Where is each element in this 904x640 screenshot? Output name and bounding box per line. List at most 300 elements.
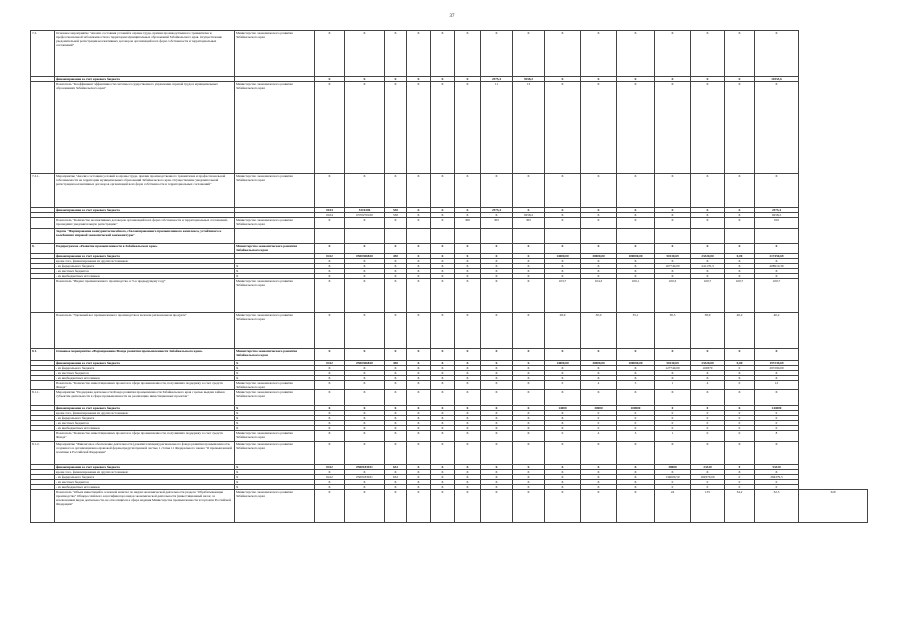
value-cell: X — [431, 490, 455, 523]
value-cell: X — [481, 406, 513, 411]
executor-cell: X — [235, 361, 315, 366]
description-cell: - из федерального бюджета — [55, 264, 235, 269]
value-cell: X — [691, 31, 725, 77]
value-cell — [691, 229, 725, 244]
value-cell: X — [581, 218, 617, 229]
value-cell: X — [345, 406, 385, 411]
value-cell: X — [385, 371, 407, 376]
table-row — [31, 174, 868, 208]
value-cell: X — [431, 431, 455, 442]
value-cell: 0 — [691, 485, 725, 490]
value-cell: X — [617, 269, 655, 274]
value-cell: 134009,50 — [655, 475, 691, 480]
value-cell: 1 — [655, 381, 691, 390]
value-cell: X — [725, 82, 755, 174]
value-cell: X — [755, 31, 799, 77]
description-cell: финансирование за счет краевого бюджета — [55, 361, 235, 366]
value-cell: X — [315, 381, 345, 390]
value-cell: 30000,00 — [581, 254, 617, 259]
value-cell: X — [407, 174, 431, 208]
value-cell: X — [513, 31, 545, 77]
value-cell: X — [513, 390, 545, 406]
value-cell: X — [755, 244, 799, 254]
value-cell: X — [345, 264, 385, 269]
value-cell: X — [455, 376, 481, 381]
value-cell: X — [481, 421, 513, 426]
value-cell: 14000,00 — [545, 361, 581, 366]
value-cell: X — [617, 366, 655, 371]
value-cell — [755, 229, 799, 244]
value-cell: X — [481, 213, 513, 218]
value-cell: X — [385, 421, 407, 426]
value-cell: X — [385, 366, 407, 371]
value-cell: 450 — [385, 254, 407, 259]
value-cell: 0500183931 — [345, 475, 385, 480]
value-cell: X — [481, 279, 513, 313]
value-cell: X — [617, 264, 655, 269]
value-cell: 14000,00 — [545, 254, 581, 259]
value-cell: X — [431, 376, 455, 381]
description-cell: финансирование за счет краевого бюджета — [55, 254, 235, 259]
value-cell: X — [545, 470, 581, 475]
value-cell: 9258,2 — [513, 213, 545, 218]
value-cell: 0 — [691, 416, 725, 421]
description-cell: финансирование за счет краевого бюджета — [55, 465, 235, 470]
value-cell: X — [545, 218, 581, 229]
value-cell: 53320 — [755, 465, 799, 470]
value-cell: 104,3 — [581, 279, 617, 313]
value-cell: X — [455, 431, 481, 442]
value-cell: X — [345, 376, 385, 381]
value-cell: 0 — [691, 480, 725, 485]
description-cell: Основное мероприятие "Анализ состояния условий и охраны труда, причин производственного травматизма и профессиональной заболеваемости на территории муниципальных образований Забайкальского края. Осуществление уведомительной регистрации коллективных договоров организаций всех форм собственности и территориальных соглашений" — [55, 31, 235, 77]
value-cell: 11833,6 — [755, 77, 799, 82]
value-cell: X — [513, 349, 545, 361]
value-cell: X — [617, 475, 655, 480]
value-cell: X — [481, 442, 513, 465]
executor-cell: Министерство экономического развития Забайкальского края — [235, 431, 315, 442]
value-cell: X — [385, 470, 407, 475]
value-cell: X — [345, 244, 385, 254]
value-cell: 100,7 — [725, 279, 755, 313]
value-cell: X — [315, 174, 345, 208]
row-number-cell — [31, 313, 55, 349]
description-cell: кроме того, финансирование из других источников: — [55, 470, 235, 475]
value-cell: X — [431, 406, 455, 411]
value-cell: X — [315, 421, 345, 426]
table-row — [31, 390, 868, 406]
value-cell: 0104 — [315, 213, 345, 218]
value-cell: X — [431, 349, 455, 361]
executor-cell: X — [235, 371, 315, 376]
value-cell: 169370,00 — [691, 475, 725, 480]
value-cell: 9258,2 — [755, 213, 799, 218]
value-cell: X — [581, 213, 617, 218]
value-cell: X — [513, 475, 545, 480]
value-cell: 100000,00 — [617, 254, 655, 259]
value-cell: X — [315, 31, 345, 77]
value-cell: X — [385, 480, 407, 485]
value-cell: X — [431, 416, 455, 421]
value-cell: X — [691, 442, 725, 465]
value-cell: X — [455, 406, 481, 411]
value-cell: X — [431, 254, 455, 259]
value-cell: 36,5 — [655, 313, 691, 349]
description-cell: кроме того, финансирование из других источников: — [55, 259, 235, 264]
executor-cell: X — [235, 416, 315, 421]
value-cell: 0370270100 — [345, 213, 385, 218]
row-number-cell — [31, 229, 55, 244]
value-cell: 23320,00 — [691, 361, 725, 366]
value-cell: X — [513, 259, 545, 264]
value-cell: X — [691, 274, 725, 279]
value-cell: 329 — [799, 490, 868, 523]
value-cell: X — [481, 381, 513, 390]
value-cell: X — [581, 208, 617, 213]
value-cell: X — [385, 82, 407, 174]
value-cell: X — [581, 366, 617, 371]
value-cell: X — [513, 174, 545, 208]
value-cell: 0 — [617, 426, 655, 431]
value-cell: X — [617, 259, 655, 264]
table-row — [31, 313, 868, 349]
value-cell: X — [691, 213, 725, 218]
value-cell: 0 — [691, 421, 725, 426]
value-cell: X — [481, 490, 513, 523]
value-cell: X — [455, 465, 481, 470]
row-number-cell — [31, 279, 55, 313]
value-cell: 103,7 — [545, 279, 581, 313]
value-cell: X — [617, 31, 655, 77]
executor-cell — [235, 229, 315, 244]
value-cell: X — [455, 174, 481, 208]
value-cell: X — [755, 376, 799, 381]
value-cell: X — [691, 470, 725, 475]
value-cell: X — [545, 244, 581, 254]
value-cell: X — [431, 475, 455, 480]
row-number-cell: 8.1.2. — [31, 442, 55, 465]
value-cell: X — [617, 174, 655, 208]
description-cell: Подпрограмма «Развитие промышленности в Забайкальском крае» — [55, 244, 235, 254]
value-cell: X — [755, 442, 799, 465]
value-cell: X — [455, 480, 481, 485]
value-cell: X — [545, 411, 581, 416]
value-cell: 0500306820 — [345, 361, 385, 366]
value-cell: X — [431, 426, 455, 431]
value-cell: X — [617, 442, 655, 465]
description-cell: - из федерального бюджета — [55, 366, 235, 371]
value-cell: X — [455, 313, 481, 349]
value-cell: X — [481, 254, 513, 259]
value-cell: X — [431, 361, 455, 366]
description-cell: - из федерального бюджета — [55, 475, 235, 480]
value-cell: 0 — [725, 426, 755, 431]
value-cell: X — [655, 244, 691, 254]
value-cell: X — [431, 390, 455, 406]
value-cell: X — [481, 431, 513, 442]
value-cell: X — [581, 269, 617, 274]
value-cell: X — [545, 264, 581, 269]
value-cell: 100000,00 — [617, 361, 655, 366]
value-cell: X — [315, 264, 345, 269]
value-cell — [345, 229, 385, 244]
value-cell: X — [617, 213, 655, 218]
value-cell: 50130,69 — [655, 254, 691, 259]
value-cell: X — [385, 313, 407, 349]
value-cell: X — [345, 381, 385, 390]
value-cell: 23320,00 — [691, 254, 725, 259]
value-cell: X — [481, 371, 513, 376]
value-cell: X — [345, 77, 385, 82]
value-cell: X — [581, 259, 617, 264]
value-cell: X — [481, 264, 513, 269]
value-cell — [481, 229, 513, 244]
value-cell: X — [655, 376, 691, 381]
value-cell: X — [617, 376, 655, 381]
value-cell: 0 — [755, 421, 799, 426]
value-cell: 4 — [581, 381, 617, 390]
value-cell: X — [725, 349, 755, 361]
value-cell: X — [481, 269, 513, 274]
value-cell: X — [345, 218, 385, 229]
value-cell: X — [513, 313, 545, 349]
value-cell — [407, 229, 431, 244]
row-number-cell — [31, 431, 55, 442]
row-number-cell: 8.1.1. — [31, 390, 55, 406]
value-cell: X — [617, 244, 655, 254]
value-cell: X — [431, 174, 455, 208]
value-cell: X — [455, 490, 481, 523]
value-cell: 0 — [655, 421, 691, 426]
value-cell: X — [315, 490, 345, 523]
description-cell: кроме того, финансирование из других источников: — [55, 411, 235, 416]
value-cell: 38,9 — [691, 313, 725, 349]
value-cell: 14000 — [545, 406, 581, 411]
table-row — [31, 431, 868, 442]
value-cell: 632 — [385, 475, 407, 480]
value-cell: X — [407, 208, 431, 213]
description-cell: - из местных бюджетов — [55, 371, 235, 376]
value-cell: 100,7 — [691, 279, 725, 313]
value-cell: X — [407, 31, 431, 77]
value-cell: X — [617, 371, 655, 376]
value-cell: X — [481, 426, 513, 431]
value-cell: X — [513, 254, 545, 259]
value-cell: 50130,69 — [655, 361, 691, 366]
value-cell: 23320 — [691, 465, 725, 470]
value-cell: X — [481, 349, 513, 361]
value-cell: 217450,69 — [755, 254, 799, 259]
value-cell: 0 — [725, 480, 755, 485]
value-cell: X — [581, 485, 617, 490]
table-row — [31, 279, 868, 313]
value-cell: X — [513, 274, 545, 279]
value-cell: X — [315, 485, 345, 490]
executor-cell: Министерство экономического развития Забайкальского края — [235, 390, 315, 406]
value-cell: 197239,69 — [755, 361, 799, 366]
value-cell: X — [513, 264, 545, 269]
description-cell: - из внебюджетных источников — [55, 376, 235, 381]
value-cell: X — [691, 259, 725, 264]
value-cell: 0412 — [315, 361, 345, 366]
value-cell: X — [581, 371, 617, 376]
description-cell: Показатель "Объем инвестиций в основной капитал по видам экономической деятельности раздела "Обрабатывающие производства" Общероссийского классификатора видов экономической деятельности (инвестиционный налог, за исключением видов деятельности, не относящихся к сфере ведения Министерства промышленности и торговли Российской Федерации" — [55, 490, 235, 523]
value-cell: X — [481, 174, 513, 208]
value-cell: X — [481, 274, 513, 279]
value-cell: X — [385, 416, 407, 421]
table-row — [31, 381, 868, 390]
value-cell: X — [691, 349, 725, 361]
value-cell: X — [725, 174, 755, 208]
value-cell: X — [407, 431, 431, 442]
executor-cell: X — [235, 366, 315, 371]
value-cell: 0 — [545, 431, 581, 442]
value-cell: X — [513, 406, 545, 411]
value-cell: X — [455, 366, 481, 371]
value-cell: 0412 — [315, 254, 345, 259]
value-cell: X — [431, 381, 455, 390]
value-cell: X — [455, 470, 481, 475]
value-cell: 40,2 — [725, 313, 755, 349]
value-cell: 0 — [755, 426, 799, 431]
value-cell: X — [545, 465, 581, 470]
value-cell: X — [755, 349, 799, 361]
value-cell: X — [617, 77, 655, 82]
table-row — [31, 490, 868, 523]
description-cell: Показатель "Удельный вес промышленного производства в валовом региональном продукте" — [55, 313, 235, 349]
value-cell: X — [407, 77, 431, 82]
value-cell: X — [315, 390, 345, 406]
executor-cell: X — [235, 475, 315, 480]
value-cell: X — [513, 244, 545, 254]
value-cell: X — [407, 490, 431, 523]
value-cell: X — [725, 470, 755, 475]
value-cell: X — [481, 470, 513, 475]
value-cell: X — [755, 371, 799, 376]
value-cell: X — [455, 208, 481, 213]
value-cell: 4 — [691, 381, 725, 390]
value-cell: X — [755, 470, 799, 475]
value-cell: X — [755, 174, 799, 208]
value-cell: X — [655, 218, 691, 229]
description-cell: Мероприятие "Анализ состояния условий и охраны труда, причин производственного травматизма и профессиональной заболеваемости на территории муниципальных образований Забайкальского края. Осуществление уведомительной регистрации коллективных договоров организаций всех форм собственности и территориальных соглашений" — [55, 174, 235, 208]
description-cell: Основное мероприятие «Формирование Фонда развития промышленности Забайкальского края» — [55, 349, 235, 361]
value-cell: X — [385, 411, 407, 416]
value-cell: X — [345, 426, 385, 431]
value-cell: X — [431, 77, 455, 82]
value-cell: X — [345, 174, 385, 208]
executor-cell: Министерство экономического развития Забайкальского края — [235, 244, 315, 254]
value-cell: X — [691, 82, 725, 174]
executor-cell: Министерство экономического развития Забайкальского края — [235, 313, 315, 349]
value-cell: X — [691, 244, 725, 254]
value-cell: X — [345, 279, 385, 313]
value-cell: X — [345, 31, 385, 77]
value-cell: X — [545, 213, 581, 218]
value-cell: 0 — [755, 480, 799, 485]
value-cell: 0 — [725, 465, 755, 470]
executor-cell: X — [235, 406, 315, 411]
value-cell: X — [655, 259, 691, 264]
value-cell: X — [481, 480, 513, 485]
value-cell: X — [431, 465, 455, 470]
value-cell: X — [545, 208, 581, 213]
value-cell: 0412 — [315, 465, 345, 470]
value-cell: X — [455, 269, 481, 274]
value-cell: X — [481, 361, 513, 366]
value-cell: X — [431, 264, 455, 269]
value-cell: X — [481, 313, 513, 349]
value-cell: X — [513, 381, 545, 390]
value-cell: 0500306820 — [345, 254, 385, 259]
value-cell: X — [617, 465, 655, 470]
value-cell: 0 — [725, 366, 755, 371]
executor-cell: X — [235, 470, 315, 475]
value-cell: X — [385, 31, 407, 77]
value-cell: X — [617, 82, 655, 174]
value-cell: 0,00 — [725, 361, 755, 366]
value-cell: X — [431, 442, 455, 465]
value-cell: X — [545, 77, 581, 82]
value-cell: X — [407, 406, 431, 411]
value-cell: X — [345, 366, 385, 371]
value-cell: 0 — [755, 485, 799, 490]
value-cell: X — [385, 376, 407, 381]
value-cell: X — [407, 82, 431, 174]
value-cell: 0 — [725, 381, 755, 390]
value-cell: X — [655, 31, 691, 77]
value-cell: X — [455, 475, 481, 480]
value-cell: X — [581, 274, 617, 279]
value-cell: X — [407, 279, 431, 313]
value-cell: X — [513, 208, 545, 213]
value-cell: X — [513, 426, 545, 431]
value-cell: X — [655, 213, 691, 218]
value-cell: X — [655, 77, 691, 82]
value-cell: X — [545, 485, 581, 490]
executor-cell: X — [235, 411, 315, 416]
value-cell: 0 — [655, 485, 691, 490]
value-cell: 0 — [755, 416, 799, 421]
value-cell: X — [545, 442, 581, 465]
value-cell: X — [691, 77, 725, 82]
value-cell: X — [385, 485, 407, 490]
value-cell: X — [407, 371, 431, 376]
value-cell: X — [655, 269, 691, 274]
value-cell: X — [455, 244, 481, 254]
value-cell: 0 — [655, 411, 691, 416]
value-cell: 127740,00 — [655, 366, 691, 371]
value-cell: X — [407, 381, 431, 390]
value-cell: 0 — [725, 421, 755, 426]
value-cell: X — [617, 485, 655, 490]
value-cell: X — [315, 77, 345, 82]
value-cell: X — [481, 376, 513, 381]
value-cell: X — [407, 366, 431, 371]
table-row — [31, 349, 868, 361]
value-cell: X — [385, 269, 407, 274]
description-cell: Мероприятие "Поддержка деятельности Фонда развития промышленности Забайкальского края с целью выдачи займов субъектам деятельности в сфере промышленности на реализацию инвестиционных проектов" — [55, 390, 235, 406]
value-cell — [725, 229, 755, 244]
value-cell: 0 — [581, 426, 617, 431]
value-cell: X — [581, 390, 617, 406]
value-cell: X — [315, 442, 345, 465]
value-cell: X — [581, 264, 617, 269]
value-cell: X — [407, 259, 431, 264]
value-cell: 100,3 — [655, 279, 691, 313]
row-number-cell: 7.2.1. — [31, 174, 55, 208]
value-cell: X — [385, 274, 407, 279]
